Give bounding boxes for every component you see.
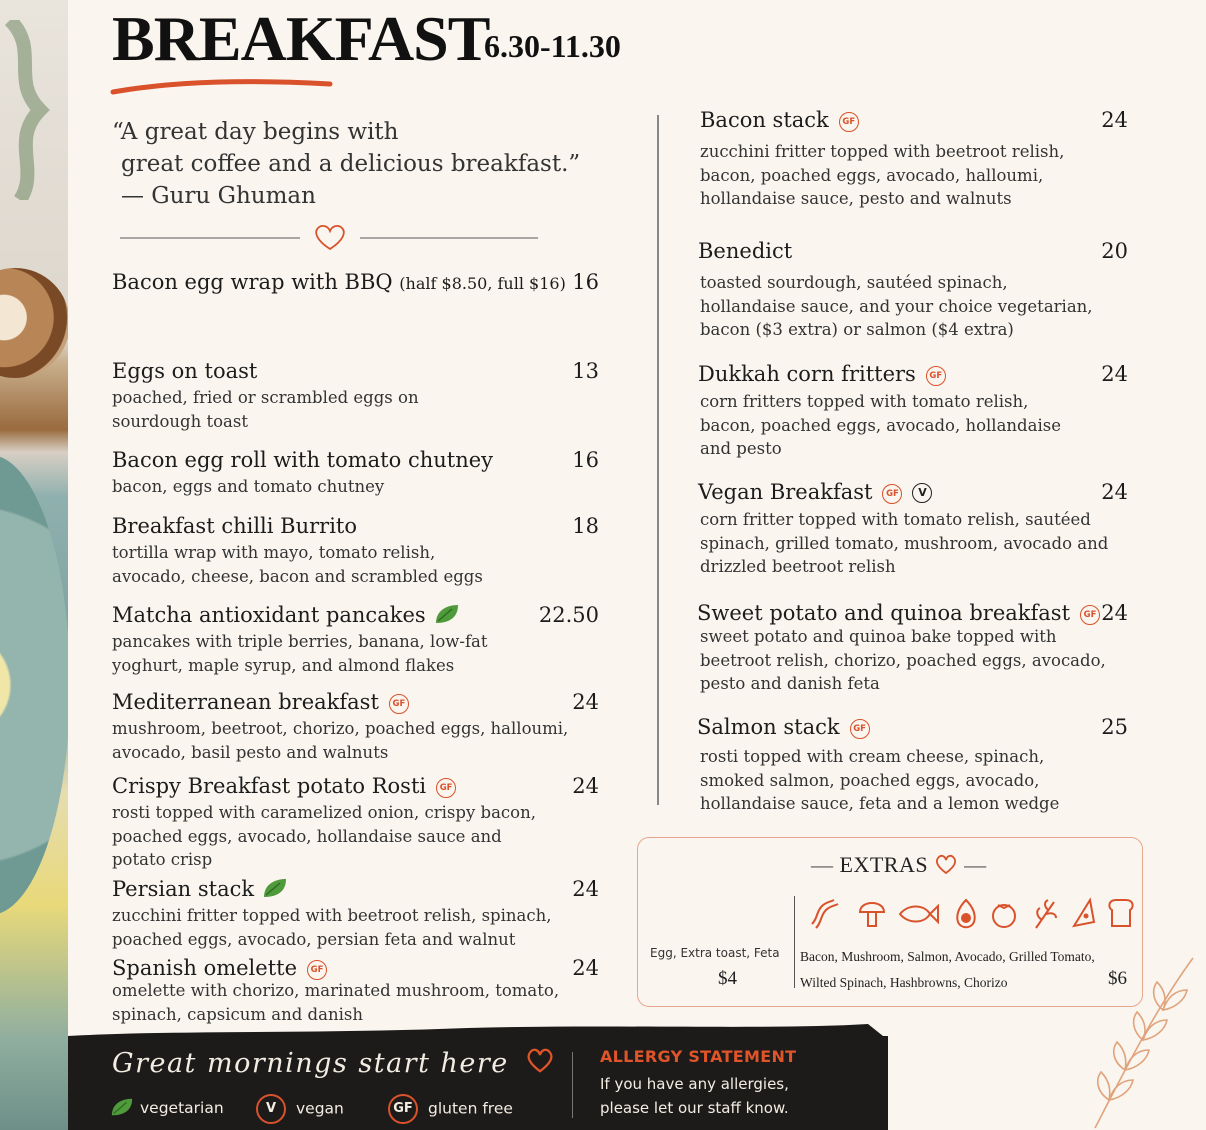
wheat-sprig-icon bbox=[1085, 950, 1200, 1130]
menu-item bbox=[698, 239, 1093, 342]
column-divider bbox=[657, 115, 659, 805]
menu-item-price: 18 bbox=[572, 514, 599, 538]
fish-icon bbox=[900, 906, 938, 922]
menu-item bbox=[112, 359, 419, 433]
menu-item-description bbox=[700, 140, 1064, 211]
menu-item-price: 22.50 bbox=[538, 603, 599, 627]
desc-line: and pesto bbox=[700, 439, 782, 458]
extras-title-text: EXTRAS bbox=[839, 852, 929, 877]
allergy-title: ALLERGY STATEMENT bbox=[600, 1047, 797, 1066]
desc-line: bacon, poached eggs, avocado, halloumi, bbox=[700, 165, 1044, 185]
menu-item-name bbox=[112, 956, 559, 980]
latte-cup-image bbox=[0, 268, 70, 378]
menu-item-description bbox=[112, 630, 488, 677]
extras-large-price: $6 bbox=[1108, 968, 1127, 989]
extras-box bbox=[637, 837, 1143, 1007]
allergy-text bbox=[600, 1073, 789, 1120]
desc-line: mushroom, beetroot, chorizo, poached eggs, halloumi, bbox=[112, 719, 569, 738]
menu-item bbox=[698, 480, 1108, 579]
gluten-free-badge: GF bbox=[307, 960, 327, 980]
bacon-icon bbox=[812, 900, 838, 928]
item-name-text: Sweet potato and quinoa breakfast bbox=[697, 601, 1071, 625]
menu-item-name bbox=[698, 362, 1061, 386]
menu-item-description bbox=[112, 801, 536, 872]
menu-item bbox=[112, 956, 559, 1026]
menu-item bbox=[697, 715, 1059, 816]
menu-item-price: 25 bbox=[1101, 715, 1128, 739]
desc-line: poached eggs, avocado, hollandaise sauce and bbox=[112, 826, 502, 846]
legend-vegan bbox=[256, 1094, 344, 1124]
desc-line: toasted sourdough, sautéed spinach, bbox=[700, 273, 1008, 292]
desc-line: zucchini fritter topped with beetroot relish, spinach, bbox=[112, 906, 552, 925]
desc-line: avocado, basil pesto and walnuts bbox=[112, 742, 389, 762]
gluten-free-badge: GF bbox=[839, 112, 859, 132]
menu-item-price: 16 bbox=[572, 270, 599, 294]
menu-item-description bbox=[112, 904, 551, 951]
menu-item bbox=[112, 448, 493, 499]
desc-line: pesto and danish feta bbox=[700, 674, 880, 693]
extras-title bbox=[811, 852, 987, 878]
desc-line: rosti topped with cream cheese, spinach, bbox=[700, 747, 1045, 766]
title-dash: — bbox=[811, 852, 840, 877]
menu-item-description bbox=[698, 390, 1061, 461]
gluten-free-badge: GF bbox=[926, 366, 946, 386]
item-name-text: Mediterranean breakfast bbox=[112, 690, 379, 714]
desc-line: poached, fried or scrambled eggs on bbox=[112, 388, 419, 407]
desc-line: bacon ($3 extra) or salmon ($4 extra) bbox=[700, 320, 1014, 339]
menu-item-name bbox=[700, 108, 1064, 132]
menu-item-name: Eggs on toast bbox=[112, 359, 258, 383]
desc-line: sourdough toast bbox=[112, 411, 248, 431]
menu-item-price: 24 bbox=[1101, 480, 1128, 504]
gluten-free-badge: GF bbox=[389, 694, 409, 714]
desc-line: bacon, eggs and tomato chutney bbox=[112, 477, 385, 496]
food-photo-strip bbox=[0, 0, 68, 1130]
desc-line: pancakes with triple berries, banana, low-fat bbox=[112, 632, 488, 651]
plant-leaves-image bbox=[0, 20, 60, 200]
gluten-free-badge: GF bbox=[1080, 605, 1100, 625]
menu-item-description bbox=[112, 541, 483, 588]
desc-line: drizzled beetroot relish bbox=[700, 557, 896, 576]
menu-item-name bbox=[697, 715, 1059, 739]
menu-item-name bbox=[112, 877, 551, 901]
legend-label: vegan bbox=[296, 1099, 344, 1118]
menu-item-description bbox=[697, 745, 1059, 816]
menu-item-price: 24 bbox=[572, 774, 599, 798]
menu-item-name bbox=[698, 480, 1108, 504]
extras-small-label: Egg, Extra toast, Feta bbox=[650, 946, 780, 960]
plate-image bbox=[0, 455, 70, 915]
desc-line: corn fritter topped with tomato relish, sautéed bbox=[700, 510, 1091, 529]
menu-item-description bbox=[112, 717, 568, 764]
footer-divider bbox=[572, 1052, 573, 1118]
heart-icon bbox=[525, 1046, 555, 1074]
hashbrown-icon bbox=[1074, 900, 1094, 926]
heart-icon bbox=[316, 226, 344, 249]
menu-item-price: 16 bbox=[572, 448, 599, 472]
tomato-icon bbox=[993, 905, 1015, 927]
gluten-free-badge: GF bbox=[850, 719, 870, 739]
footer-brush-edge bbox=[68, 1020, 888, 1040]
desc-line: corn fritters topped with tomato relish, bbox=[700, 392, 1029, 411]
menu-item-price: 20 bbox=[1101, 239, 1128, 263]
quote-divider bbox=[120, 222, 540, 252]
legend-label: vegetarian bbox=[140, 1099, 224, 1117]
menu-item-name: Breakfast chilli Burrito bbox=[112, 514, 357, 538]
item-name-text: Dukkah corn fritters bbox=[698, 362, 916, 386]
item-name-text: Salmon stack bbox=[697, 715, 840, 739]
menu-item bbox=[112, 877, 551, 951]
title-dash: — bbox=[964, 852, 987, 877]
desc-line: avocado, cheese, bacon and scrambled eggs bbox=[112, 566, 483, 586]
menu-item-description bbox=[697, 625, 1106, 696]
item-name-text: Persian stack bbox=[112, 877, 255, 901]
menu-item-description bbox=[112, 475, 493, 499]
vegan-badge: V bbox=[912, 483, 932, 503]
allergy-line: If you have any allergies, bbox=[600, 1075, 789, 1093]
menu-item-price: 24 bbox=[1101, 601, 1128, 625]
desc-line: spinach, grilled tomato, mushroom, avocado and bbox=[700, 533, 1109, 553]
desc-line: poached eggs, avocado, persian feta and walnut bbox=[112, 929, 516, 949]
extras-large-label bbox=[800, 944, 1130, 996]
legend-vegetarian bbox=[110, 1096, 224, 1118]
menu-item-price: 24 bbox=[1101, 362, 1128, 386]
menu-item-price: 24 bbox=[1101, 108, 1128, 132]
quote-line: great coffee and a delicious breakfast.” bbox=[121, 151, 581, 177]
toast-icon bbox=[1109, 900, 1132, 926]
menu-item-name: Bacon egg roll with tomato chutney bbox=[112, 448, 494, 472]
heart-icon bbox=[934, 853, 958, 875]
menu-item-description bbox=[698, 508, 1108, 579]
extras-large-label-line: Bacon, Mushroom, Salmon, Avocado, Grilled Tomato, bbox=[800, 949, 1095, 964]
footer-tagline bbox=[112, 1046, 555, 1079]
menu-item-name bbox=[112, 603, 488, 627]
menu-item bbox=[112, 690, 568, 764]
item-name-text: Vegan Breakfast bbox=[698, 480, 873, 504]
serving-hours: 6.30-11.30 bbox=[484, 28, 621, 64]
desc-line: beetroot relish, chorizo, poached eggs, avocado, bbox=[700, 650, 1106, 670]
menu-item-name: Benedict bbox=[698, 239, 793, 263]
item-name-text: Matcha antioxidant pancakes bbox=[112, 603, 426, 627]
menu-item bbox=[112, 514, 483, 588]
desc-line: potato crisp bbox=[112, 850, 213, 869]
spinach-icon bbox=[1036, 900, 1056, 928]
extras-divider bbox=[794, 896, 795, 988]
desc-line: hollandaise sauce, pesto and walnuts bbox=[700, 189, 1012, 208]
quote-line: “A great day begins with bbox=[112, 119, 399, 145]
menu-item bbox=[112, 774, 536, 872]
allergy-line: please let our staff know. bbox=[600, 1098, 789, 1117]
menu-item-description bbox=[112, 979, 559, 1026]
avocado-icon bbox=[957, 900, 974, 927]
mushroom-icon bbox=[860, 903, 884, 926]
item-name-text: Crispy Breakfast potato Rosti bbox=[112, 774, 427, 798]
menu-item-name bbox=[697, 601, 1106, 625]
menu-item-description bbox=[698, 271, 1093, 342]
desc-line: bacon, poached eggs, avocado, hollandaise bbox=[700, 415, 1061, 435]
extras-small-price: $4 bbox=[718, 968, 737, 989]
desc-line: spinach, capsicum and danish bbox=[112, 1004, 363, 1024]
page-title: BREAKFAST bbox=[112, 3, 490, 74]
desc-line: smoked salmon, poached eggs, avocado, bbox=[700, 770, 1040, 790]
gluten-free-badge: GF bbox=[882, 484, 902, 504]
legend-label: gluten free bbox=[428, 1099, 513, 1118]
legend-gluten-free bbox=[388, 1094, 513, 1124]
desc-line: hollandaise sauce, and your choice vegetarian, bbox=[700, 296, 1093, 316]
menu-item-name bbox=[112, 690, 568, 714]
desc-line: hollandaise sauce, feta and a lemon wedge bbox=[700, 794, 1060, 813]
item-name-text: Bacon egg wrap with BBQ bbox=[112, 270, 393, 294]
menu-item bbox=[112, 603, 488, 677]
menu-item-description bbox=[112, 386, 419, 433]
menu-item bbox=[697, 601, 1106, 696]
extras-icon-row bbox=[806, 896, 1136, 932]
desc-line: sweet potato and quinoa bake topped with bbox=[700, 627, 1057, 646]
vegetarian-leaf-icon bbox=[110, 1096, 134, 1118]
item-note: (half $8.50, full $16) bbox=[399, 274, 566, 293]
quote-block bbox=[112, 116, 580, 212]
gluten-free-badge: GF bbox=[388, 1094, 418, 1124]
menu-item-name bbox=[112, 774, 536, 798]
menu-item-price: 24 bbox=[572, 877, 599, 901]
menu-item-price: 24 bbox=[572, 690, 599, 714]
desc-line: zucchini fritter topped with beetroot relish, bbox=[700, 142, 1065, 161]
menu-item-name bbox=[112, 270, 566, 294]
menu-item-price: 13 bbox=[572, 359, 599, 383]
vegetarian-leaf-icon bbox=[262, 877, 288, 899]
vegetarian-leaf-icon bbox=[434, 603, 460, 625]
quote-author: — Guru Ghuman bbox=[121, 183, 316, 209]
item-name-text: Bacon stack bbox=[700, 108, 829, 132]
desc-line: yoghurt, maple syrup, and almond flakes bbox=[112, 655, 455, 675]
title-underline-brush bbox=[110, 74, 335, 100]
desc-line: omelette with chorizo, marinated mushroom, tomato, bbox=[112, 981, 560, 1000]
menu-item bbox=[698, 362, 1061, 461]
menu-item bbox=[700, 108, 1064, 211]
vegan-badge: V bbox=[256, 1094, 286, 1124]
menu-item-price: 24 bbox=[572, 956, 599, 980]
menu-item bbox=[112, 270, 566, 294]
desc-line: rosti topped with caramelized onion, crispy bacon, bbox=[112, 803, 536, 822]
gluten-free-badge: GF bbox=[436, 778, 456, 798]
tagline-text: Great mornings start here bbox=[112, 1048, 509, 1079]
extras-large-label-line: Wilted Spinach, Hashbrowns, Chorizo bbox=[800, 975, 1008, 990]
desc-line: tortilla wrap with mayo, tomato relish, bbox=[112, 543, 436, 562]
item-name-text: Spanish omelette bbox=[112, 956, 298, 980]
